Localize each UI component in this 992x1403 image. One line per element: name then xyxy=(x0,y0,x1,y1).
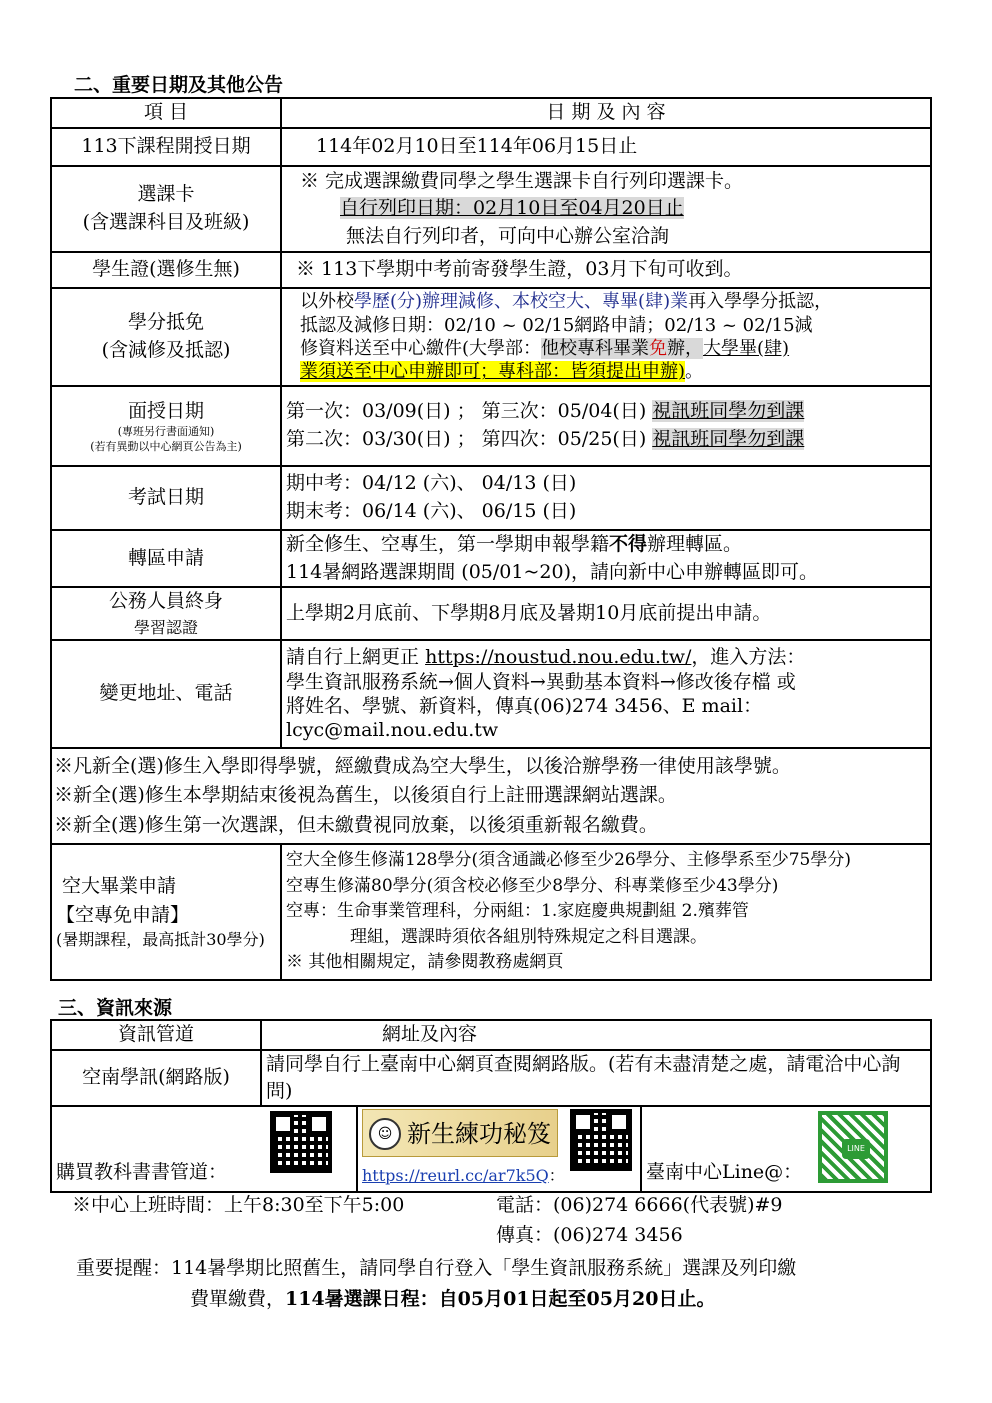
transfer-label: 轉區申請 xyxy=(51,530,281,587)
banner-cell: ☺ 新生練功秘笈 https://reurl.cc/ar7k5Q： xyxy=(357,1106,641,1192)
web-content: 請同學自行上臺南中心網頁查閱網路版。(若有未盡清楚之處，請電洽中心詢問) xyxy=(261,1050,931,1106)
face-icon: ☺ xyxy=(369,1118,401,1150)
web-label: 空南學訊(網路版) xyxy=(51,1050,261,1106)
reurl-link[interactable]: https://reurl.cc/ar7k5Q xyxy=(362,1165,549,1185)
card-content: ※ 完成選課繳費同學之學生選課卡自行列印選課卡。 自行列印日期：02月10日至04月20日止 無法自行列印者，可向中心辦公室洽詢 xyxy=(281,166,931,252)
transfer-content: 新全修生、空專生，第一學期申報學籍不得辦理轉區。 114暑網路選課期間 (05/01~20)，請向新中心申辦轉區即可。 xyxy=(281,530,931,587)
office-fax: 傳真：(06)274 3456 xyxy=(496,1224,683,1246)
tutor-label: 面授日期 (專班另行書面通知) (若有異動以中心網頁公告為主) xyxy=(51,386,281,466)
note-3: ※新全(選)修生第一次選課，但未繳費視同放棄，以後須重新報名繳費。 xyxy=(54,813,658,836)
student-id-label: 學生證(選修生無) xyxy=(51,252,281,288)
info-header-1: 資訊管道 xyxy=(51,1020,261,1050)
newbie-banner[interactable]: ☺ 新生練功秘笈 xyxy=(362,1109,558,1157)
line-cell xyxy=(641,1106,931,1192)
graduate-content: 空大全修生修滿128學分(須含通識必修至少26學分、主修學系至少75學分) 空專生修滿80學分(須含校必修至少8學分、科專業修至少43學分) 空專：生命事業管理科，分兩組：1.家庭慶典規劃組 2.殯葬管 理組，選課時須依各組別特殊規定之科目選課。 ※ 其他相關規定，請參閱教務處網頁 xyxy=(281,844,931,980)
notes-cell xyxy=(51,748,931,844)
graduate-label: 空大畢業申請 【空專免申請】 (暑期課程，最高抵計30學分) xyxy=(51,844,281,980)
credit-label: 學分抵免 (含減修及抵認) xyxy=(51,288,281,386)
line-label: 臺南中心Line@： xyxy=(646,1161,803,1184)
credit-content: 以外校學歷(分)辦理減修、本校空大、專畢(肆)業再入學學分抵認， 抵認及減修日期：02/10 ~ 02/15網路申請；02/13 ~ 02/15減 修資料送至中心繳件(大學部：他校專科畢業免辦，大學畢(肆) 業須送至中心申辦即可；專科部：皆須提出申辦)。 xyxy=(281,288,931,386)
note-1: ※凡新全(選)修生入學即得學號，經繳費成為空大學生，以後洽辦學務一律使用該學號。 xyxy=(54,754,791,777)
tutor-content: 第一次：03/09(日) ； 第三次：05/04(日) 視訊班同學勿到課 第二次：03/30(日) ； 第四次：05/25(日) 視訊班同學勿到課 xyxy=(281,386,931,466)
office-hours: ※中心上班時間：上午8:30至下午5:00 xyxy=(72,1194,405,1216)
header-item: 項 目 xyxy=(51,98,281,128)
card-label: 選課卡 (含選課科目及班級) xyxy=(51,166,281,252)
student-id-content: ※ 113下學期中考前寄發學生證，03月下旬可收到。 xyxy=(281,252,931,288)
buy-label: 購買教科書書管道： xyxy=(56,1161,228,1184)
noustud-link[interactable]: https://noustud.nou.edu.tw/ xyxy=(425,646,692,669)
exam-content: 期中考：04/12 (六)、 04/13 (日) 期末考：06/14 (六)、 06/15 (日) xyxy=(281,466,931,530)
office-phone: 電話：(06)274 6666(代表號)#9 xyxy=(496,1194,783,1216)
info-table xyxy=(50,1019,932,1193)
reminder-line-1: 重要提醒：114暑學期比照舊生，請同學自行登入「學生資訊服務系統」選課及列印繳 xyxy=(76,1257,797,1279)
period-content: 114年02月10日至114年06月15日止 xyxy=(281,128,931,166)
exam-label: 考試日期 xyxy=(51,466,281,530)
note-2: ※新全(選)修生本學期結束後視為舊生，以後須自行上註冊選課網站選課。 xyxy=(54,784,677,807)
qr-code-guide[interactable] xyxy=(570,1109,632,1171)
line-badge: LINE xyxy=(842,1139,870,1159)
qr-code-books[interactable] xyxy=(270,1111,332,1173)
section2-title: 二、重要日期及其他公告 xyxy=(74,74,284,96)
civil-label: 公務人員終身 學習認證 xyxy=(51,587,281,640)
buy-cell xyxy=(51,1106,357,1192)
reminder-line-2: 費單繳費，114暑選課日程：自05月01日起至05月20日止。 xyxy=(190,1288,716,1310)
info-header-2: 網址及內容 xyxy=(261,1020,931,1050)
print-date: 自行列印日期：02月10日至04月20日止 xyxy=(340,197,684,220)
dates-table xyxy=(50,97,932,981)
period-label: 113下課程開授日期 xyxy=(51,128,281,166)
qr-code-line[interactable] xyxy=(818,1111,888,1183)
section3-title: 三、資訊來源 xyxy=(58,997,173,1019)
address-content: 請自行上網更正 https://noustud.nou.edu.tw/，進入方法： 學生資訊服務系統→個人資料→異動基本資料→修改後存檔 或 將姓名、學號、新資料，傳真(06)274 3456、E mail： lcyc@mail.nou.edu.tw xyxy=(281,640,931,748)
civil-content: 上學期2月底前、下學期8月底及暑期10月底前提出申請。 xyxy=(281,587,931,640)
header-content: 日 期 及 內 容 xyxy=(281,98,931,128)
address-label: 變更地址、電話 xyxy=(51,640,281,748)
